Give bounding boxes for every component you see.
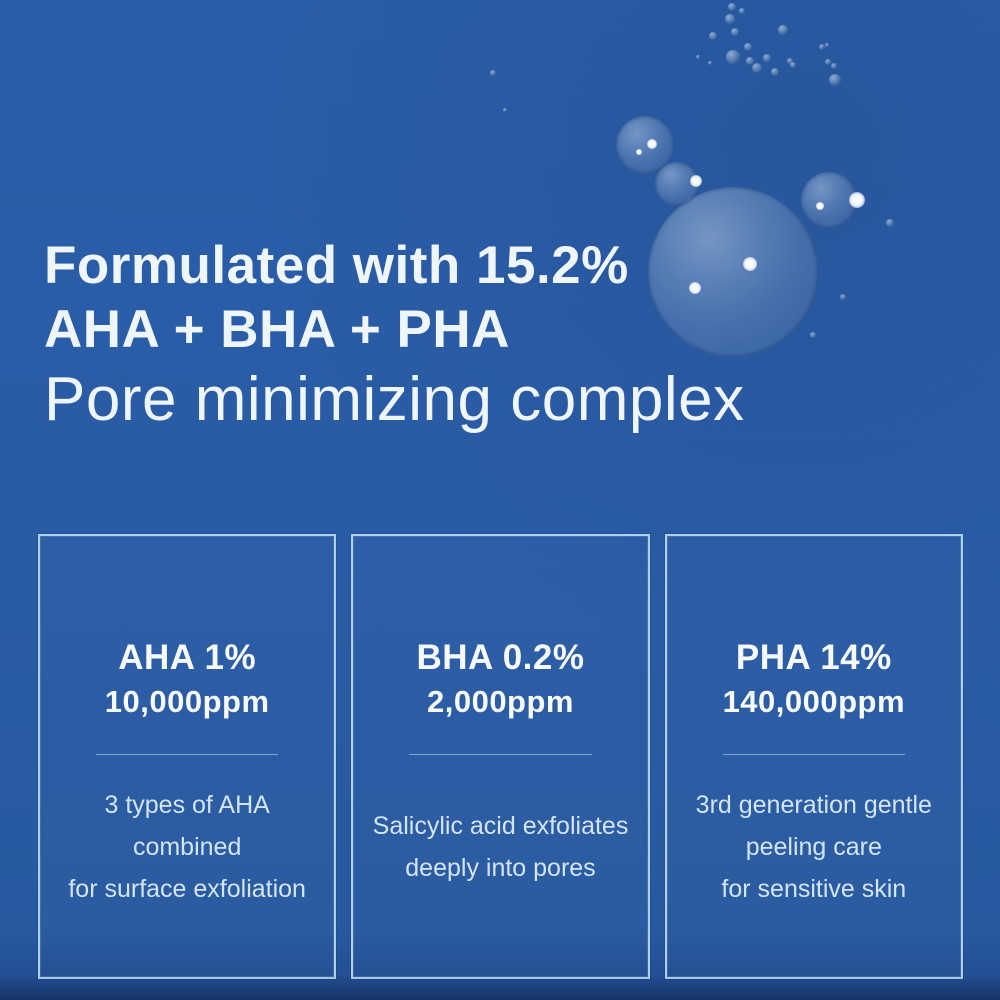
water-bubble-small — [825, 43, 829, 47]
water-bubble — [801, 172, 857, 228]
water-bubble-small — [840, 294, 846, 300]
card-pha — [665, 534, 963, 979]
card-title: PHA 14% — [735, 638, 892, 677]
water-bubble-small — [810, 332, 816, 338]
ingredient-cards — [38, 534, 963, 979]
water-bubble-small — [503, 108, 507, 112]
headline — [44, 234, 745, 438]
bubble-highlight — [690, 175, 702, 187]
headline-line-3: Pore minimizing complex — [44, 365, 745, 434]
water-bubble-small — [731, 28, 739, 36]
water-bubble-small — [831, 63, 837, 69]
headline-line-1: Formulated with 15.2% — [44, 236, 629, 295]
water-bubble-small — [763, 54, 771, 62]
card-title: BHA 0.2% — [416, 638, 585, 677]
water-bubble-small — [696, 55, 700, 59]
water-bubble-small — [825, 59, 831, 65]
card-description — [46, 782, 328, 912]
water-bubble-small — [728, 3, 736, 11]
description-line: peeling care — [745, 833, 882, 861]
card-divider — [723, 754, 905, 755]
water-bubble-small — [778, 25, 788, 35]
water-bubble — [616, 116, 674, 174]
card-description — [673, 782, 955, 912]
card-divider — [96, 754, 278, 755]
bubble-highlight — [849, 192, 865, 208]
bubble-highlight — [816, 202, 824, 210]
card-aha — [38, 534, 336, 979]
water-bubble-small — [790, 62, 796, 68]
description-line: Salicylic acid exfoliates — [372, 812, 629, 840]
description-line: for surface exfoliation — [68, 875, 306, 903]
water-bubble-small — [771, 68, 779, 76]
water-bubble-small — [709, 32, 717, 40]
bubble-highlight — [647, 139, 657, 149]
water-bubble-small — [490, 70, 496, 76]
description-line: for sensitive skin — [721, 875, 907, 903]
card-subtitle: 10,000ppm — [104, 684, 270, 719]
card-title: AHA 1% — [118, 638, 257, 677]
description-line: 3 types of AHA — [104, 791, 270, 819]
water-bubble — [655, 162, 699, 206]
bottom-shade — [0, 976, 1000, 1000]
water-bubble-small — [752, 63, 762, 73]
water-bubble-small — [725, 14, 735, 24]
water-bubble-small — [787, 58, 793, 64]
card-description — [359, 782, 641, 912]
bubble-highlight — [743, 257, 757, 271]
water-bubble-small — [886, 219, 894, 227]
water-bubble-small — [726, 50, 740, 64]
water-bubble-small — [744, 43, 752, 51]
water-bubble-small — [708, 61, 712, 65]
card-subtitle: 2,000ppm — [426, 684, 574, 719]
water-bubble-small — [746, 57, 754, 65]
water-bubble-small — [739, 8, 745, 14]
description-line: deeply into pores — [405, 854, 596, 882]
water-bubble-small — [829, 74, 841, 86]
bubble-highlight — [636, 149, 642, 155]
card-divider — [409, 754, 591, 755]
card-bha — [351, 534, 649, 979]
headline-line-2: AHA + BHA + PHA — [44, 300, 510, 359]
description-line: 3rd generation gentle — [695, 791, 932, 819]
card-subtitle: 140,000ppm — [722, 684, 906, 719]
description-line: combined — [132, 833, 242, 861]
water-bubble-small — [819, 44, 825, 50]
